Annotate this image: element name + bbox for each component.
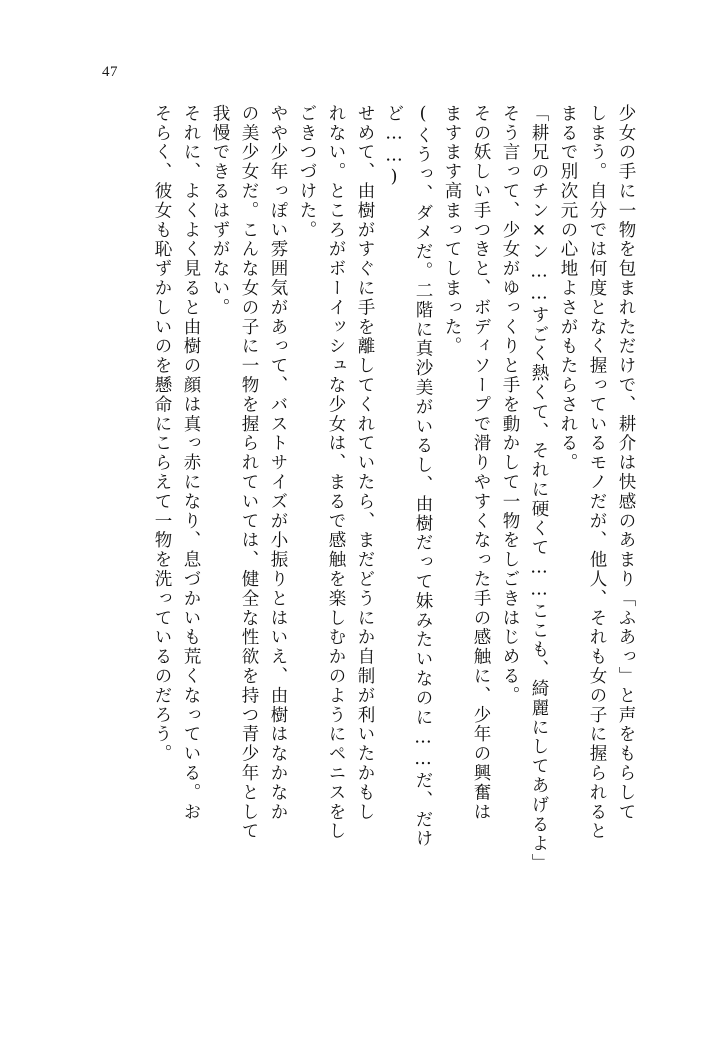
- text-column: ごきつづけた。: [297, 104, 317, 240]
- text-column: (くうっ、ダメだ。二階に真沙美がいるし、由樹だって妹みたいなのに……だ、だけ: [413, 104, 433, 849]
- text-column: ど……): [384, 104, 404, 190]
- text-column: れない。ところがボーイッシュな少女は、まるで感触を楽しむかのようにペニスをし: [326, 104, 346, 842]
- text-column: の美少女だ。こんな女の子に一物を握られていては、健全な性欲を持つ青少年として: [239, 104, 259, 842]
- text-column: そらく、彼女も恥ずかしいのを懸命にこらえて一物を洗っているのだろう。: [152, 104, 172, 764]
- text-column: そう言って、少女がゆっくりと手を動かして一物をしごきはじめる。: [500, 104, 520, 706]
- text-column: まるで別次元の心地よさがもたらされる。: [558, 104, 578, 473]
- page-number: 47: [102, 64, 118, 80]
- text-column: 我慢できるはずがない。: [210, 104, 230, 318]
- vertical-text-body: [74, 104, 634, 954]
- text-column: その妖しい手つきと、ボディソープで滑りやすくなった手の感触に、少年の興奮は: [471, 104, 491, 822]
- text-column: やや少年っぽい雰囲気があって、バストサイズが小振りとはいえ、由樹はなかなか: [268, 104, 288, 822]
- text-column: 少女の手に一物を包まれただけで、耕介は快感のあまり「ふあっ」と声をもらして: [616, 104, 636, 822]
- text-column: ますます高まってしまった。: [442, 104, 462, 357]
- text-column: それに、よくよく見ると由樹の顔は真っ赤になり、息づかいも荒くなっている。お: [181, 104, 201, 822]
- text-column: 「耕兄のチン×ン……すごく熱くて、それに硬くて……ここも、綺麗にしてあげるよ」: [529, 104, 549, 874]
- text-column: しまう。自分では何度となく握っているモノだが、他人、それも女の子に握られると: [587, 104, 607, 842]
- text-column: せめて、由樹がすぐに手を離してくれていたら、まだどうにか自制が利いたかもし: [355, 104, 375, 822]
